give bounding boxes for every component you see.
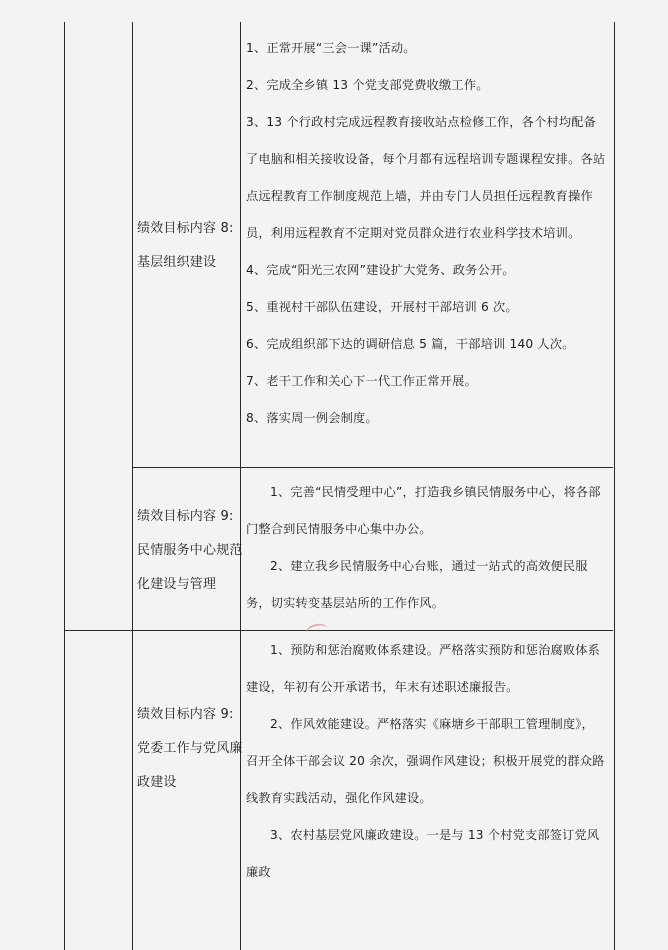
- label-line: 化建设与管理: [137, 577, 217, 592]
- paragraph: 4、完成“阳光三农网”建设扩大党务、政务公开。: [246, 263, 515, 277]
- paragraph: 2、建立我乡民情服务中心台账，通过一站式的高效便民服务，切实转变基层站所的工作作风。: [246, 559, 588, 610]
- label-line: 政建设: [137, 775, 177, 790]
- paragraph: 6、完成组织部下达的调研信息 5 篇，干部培训 140 人次。: [246, 337, 575, 351]
- label-line: 绩效目标内容 8:: [137, 221, 234, 236]
- label-line: 基层组织建设: [137, 255, 217, 270]
- paragraph: 2、作风效能建设。严格落实《麻塘乡干部职工管理制度》，召开全体干部会议 20 余次，强调作风建设；积极开展党的群众路线教育实践活动，强化作风建设。: [246, 717, 605, 805]
- column-divider-2: [240, 22, 241, 950]
- section-9b-content: [246, 632, 606, 891]
- paragraph: 2、完成全乡镇 13 个党支部党费收缴工作。: [246, 78, 489, 92]
- paragraph: 8、落实周一例会制度。: [246, 411, 378, 425]
- label-line: 绩效目标内容 9:: [137, 707, 234, 722]
- section-8-content: [246, 30, 606, 437]
- section-9b-label: [137, 698, 243, 800]
- section-9a-content: [246, 474, 606, 622]
- section-8-label: [137, 212, 233, 280]
- label-line: 党委工作与党风廉: [137, 741, 243, 756]
- paragraph: 1、完善“民情受理中心”，打造我乡镇民情服务中心，将各部门整合到民情服务中心集中办公。: [246, 485, 601, 536]
- paragraph: 5、重视村干部队伍建设，开展村干部培训 6 次。: [246, 300, 518, 314]
- label-line: 绩效目标内容 9:: [137, 509, 234, 524]
- paragraph: 3、13 个行政村完成远程教育接收站点检修工作，各个村均配备了电脑和相关接收设备，每个月都有远程培训专题课程安排。各站点远程教育工作制度规范上墙，并由专门人员担任远程教育操作员，利用远程教育不定期对党员群众进行农业科学技术培训。: [246, 115, 606, 240]
- paragraph: 1、预防和惩治腐败体系建设。严格落实预防和惩治腐败体系建设，年初有公开承诺书，年末有述职述廉报告。: [246, 643, 601, 694]
- section-9a-label: [137, 500, 243, 602]
- paragraph: 1、正常开展“三会一课”活动。: [246, 41, 416, 55]
- paragraph: 3、农村基层党风廉政建设。一是与 13 个村党支部签订党风廉政: [246, 828, 600, 879]
- column-divider-1: [132, 22, 133, 950]
- label-line: 民情服务中心规范: [137, 543, 243, 558]
- row-divider-1: [132, 467, 613, 468]
- row-divider-2: [65, 630, 613, 631]
- paragraph: 7、老干工作和关心下一代工作正常开展。: [246, 374, 477, 388]
